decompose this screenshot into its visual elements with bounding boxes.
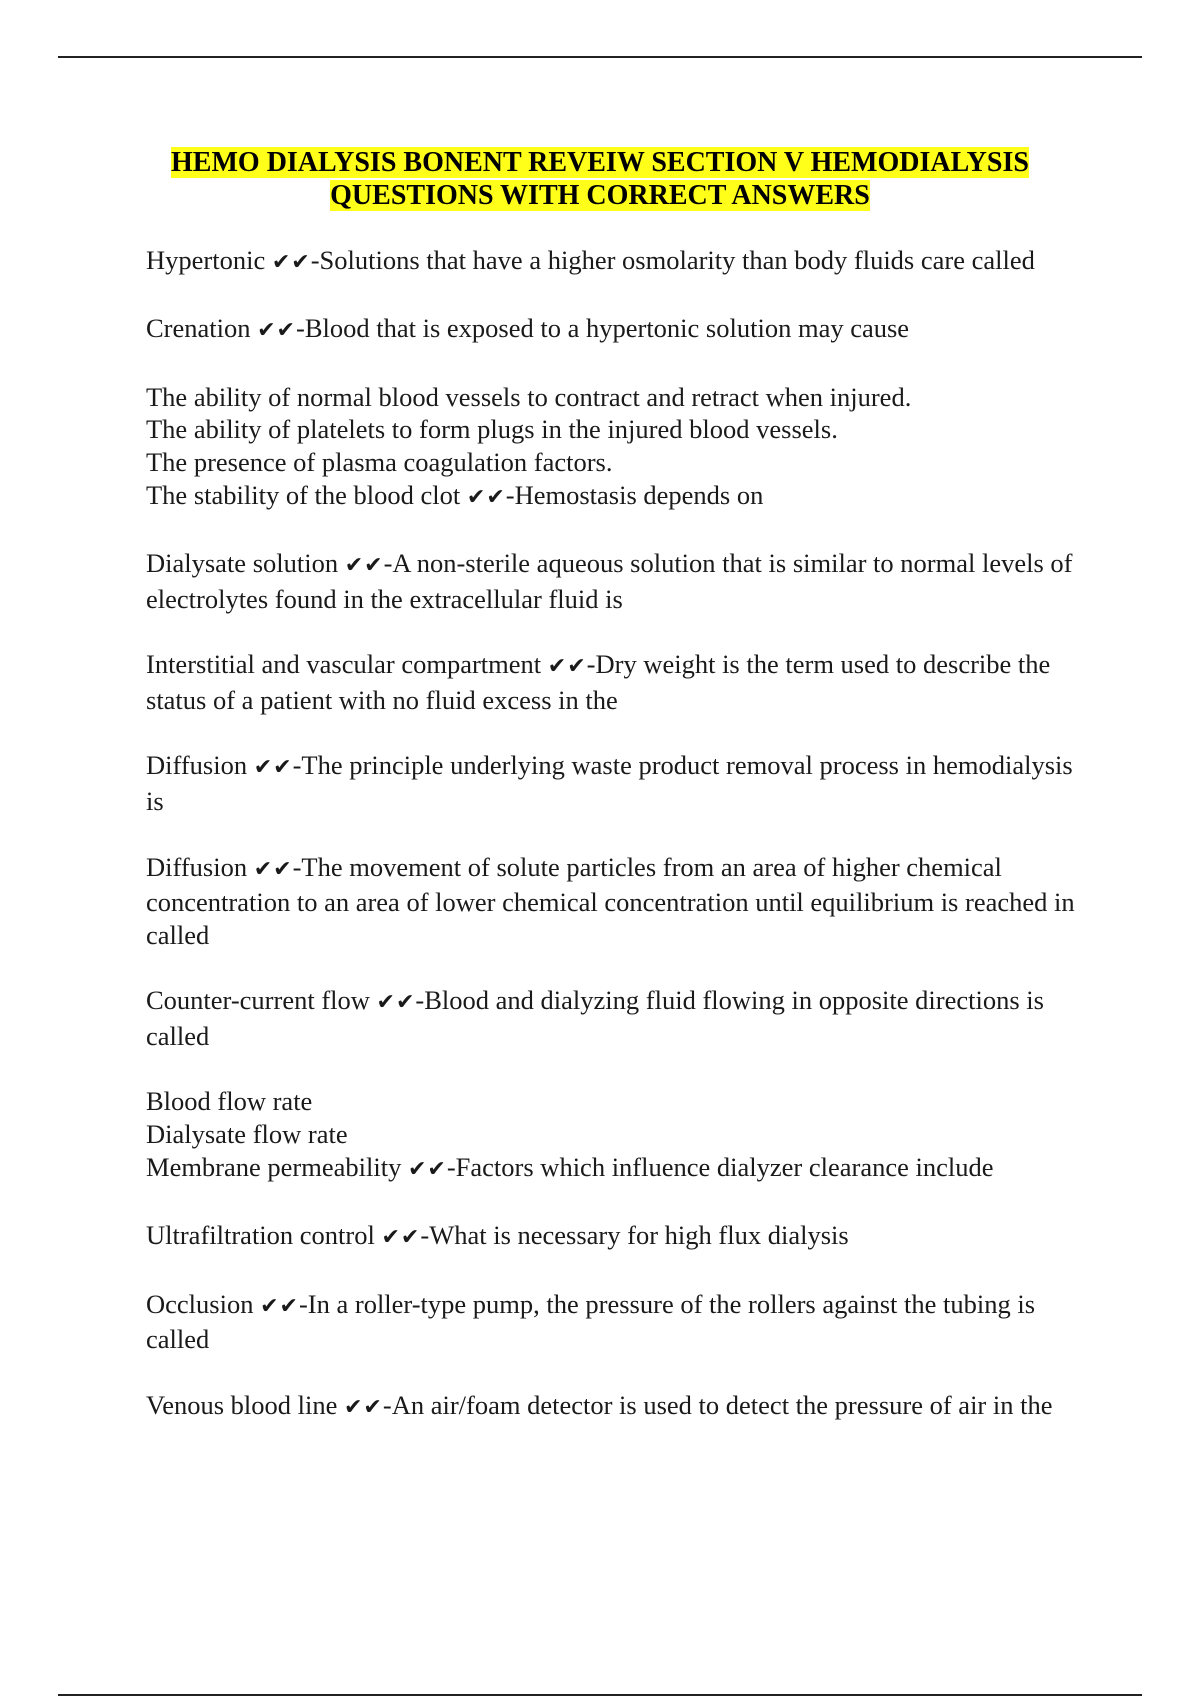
check-mark-icon: ✔✔ — [344, 553, 384, 579]
check-mark-icon: ✔✔ — [344, 1394, 383, 1420]
qa-term: The ability of normal blood vessels to contract and retract when injured. The ability of platelets to form plugs in the injured blood vessels. The presence of plasma coagulation factors. The stability of the blood clot — [146, 381, 912, 510]
check-mark-icon: ✔✔ — [253, 856, 293, 882]
document-title — [100, 146, 1100, 212]
check-mark-icon: ✔✔ — [381, 1225, 421, 1251]
qa-definition: -The movement of solute particles from an area of higher chemical concentration to an area of lower chemical concentration until equilibrium is reached in called — [146, 851, 1075, 950]
qa-term: Occlusion — [146, 1288, 254, 1319]
check-mark-icon: ✔✔ — [376, 990, 416, 1016]
qa-definition: -Factors which influence dialyzer clearance include — [446, 1151, 994, 1182]
qa-definition: -Hemostasis depends on — [505, 479, 764, 510]
qa-term: Ultrafiltration control — [146, 1220, 375, 1251]
top-rule — [58, 56, 1142, 58]
qa-entry — [146, 749, 1096, 817]
qa-term: Diffusion — [146, 750, 248, 781]
qa-term: Interstitial and vascular compartment — [146, 649, 542, 680]
check-mark-icon: ✔✔ — [253, 755, 293, 781]
qa-entry — [146, 244, 1096, 280]
qa-definition: -Solutions that have a higher osmolarity than body fluids care called — [310, 245, 1035, 275]
qa-definition: -Dry weight is the term used to describe the status of a patient with no fluid excess in the — [146, 649, 1051, 716]
qa-term: Dialysate solution — [146, 548, 339, 579]
qa-entry — [146, 1389, 1096, 1425]
qa-term: Hypertonic — [146, 245, 266, 275]
title-line-1: HEMO DIALYSIS BONENT REVEIW SECTION V HEMODIALYSIS — [171, 147, 1029, 178]
qa-definition: -A non-sterile aqueous solution that is similar to normal levels of electrolytes found in the extracellular fluid is — [146, 548, 1073, 614]
qa-definition: -The principle underlying waste product removal process in hemodialysis is — [146, 750, 1073, 817]
qa-definition: -Blood and dialyzing fluid flowing in opposite directions is called — [146, 985, 1044, 1052]
qa-term: Crenation — [146, 313, 251, 344]
title-line-2: QUESTIONS WITH CORRECT ANSWERS — [330, 180, 870, 211]
qa-definition: -An air/foam detector is used to detect the pressure of air in the — [382, 1389, 1053, 1420]
qa-term: Blood flow rate Dialysate flow rate Membrane permeability — [146, 1086, 402, 1182]
qa-entry — [146, 1085, 1096, 1186]
qa-entry — [146, 1288, 1096, 1356]
qa-list — [146, 244, 1096, 1457]
qa-definition: -What is necessary for high flux dialysis — [420, 1220, 849, 1251]
qa-entry — [146, 648, 1096, 716]
qa-entry — [146, 547, 1096, 615]
qa-entry — [146, 381, 1096, 515]
check-mark-icon: ✔✔ — [466, 484, 506, 510]
qa-entry — [146, 984, 1096, 1052]
check-mark-icon: ✔✔ — [407, 1156, 447, 1182]
qa-entry — [146, 1219, 1096, 1255]
check-mark-icon: ✔✔ — [271, 250, 311, 275]
qa-term: Venous blood line — [146, 1389, 338, 1420]
qa-definition: -In a roller-type pump, the pressure of the rollers against the tubing is called — [146, 1288, 1036, 1355]
check-mark-icon: ✔✔ — [547, 654, 587, 680]
qa-definition: -Blood that is exposed to a hypertonic solution may cause — [296, 313, 910, 344]
qa-entry — [146, 851, 1096, 952]
check-mark-icon: ✔✔ — [260, 1293, 299, 1319]
qa-term: Counter-current flow — [146, 985, 370, 1016]
check-mark-icon: ✔✔ — [257, 318, 296, 344]
bottom-rule — [58, 1694, 1142, 1696]
qa-term: Diffusion — [146, 851, 248, 882]
qa-entry — [146, 312, 1096, 348]
